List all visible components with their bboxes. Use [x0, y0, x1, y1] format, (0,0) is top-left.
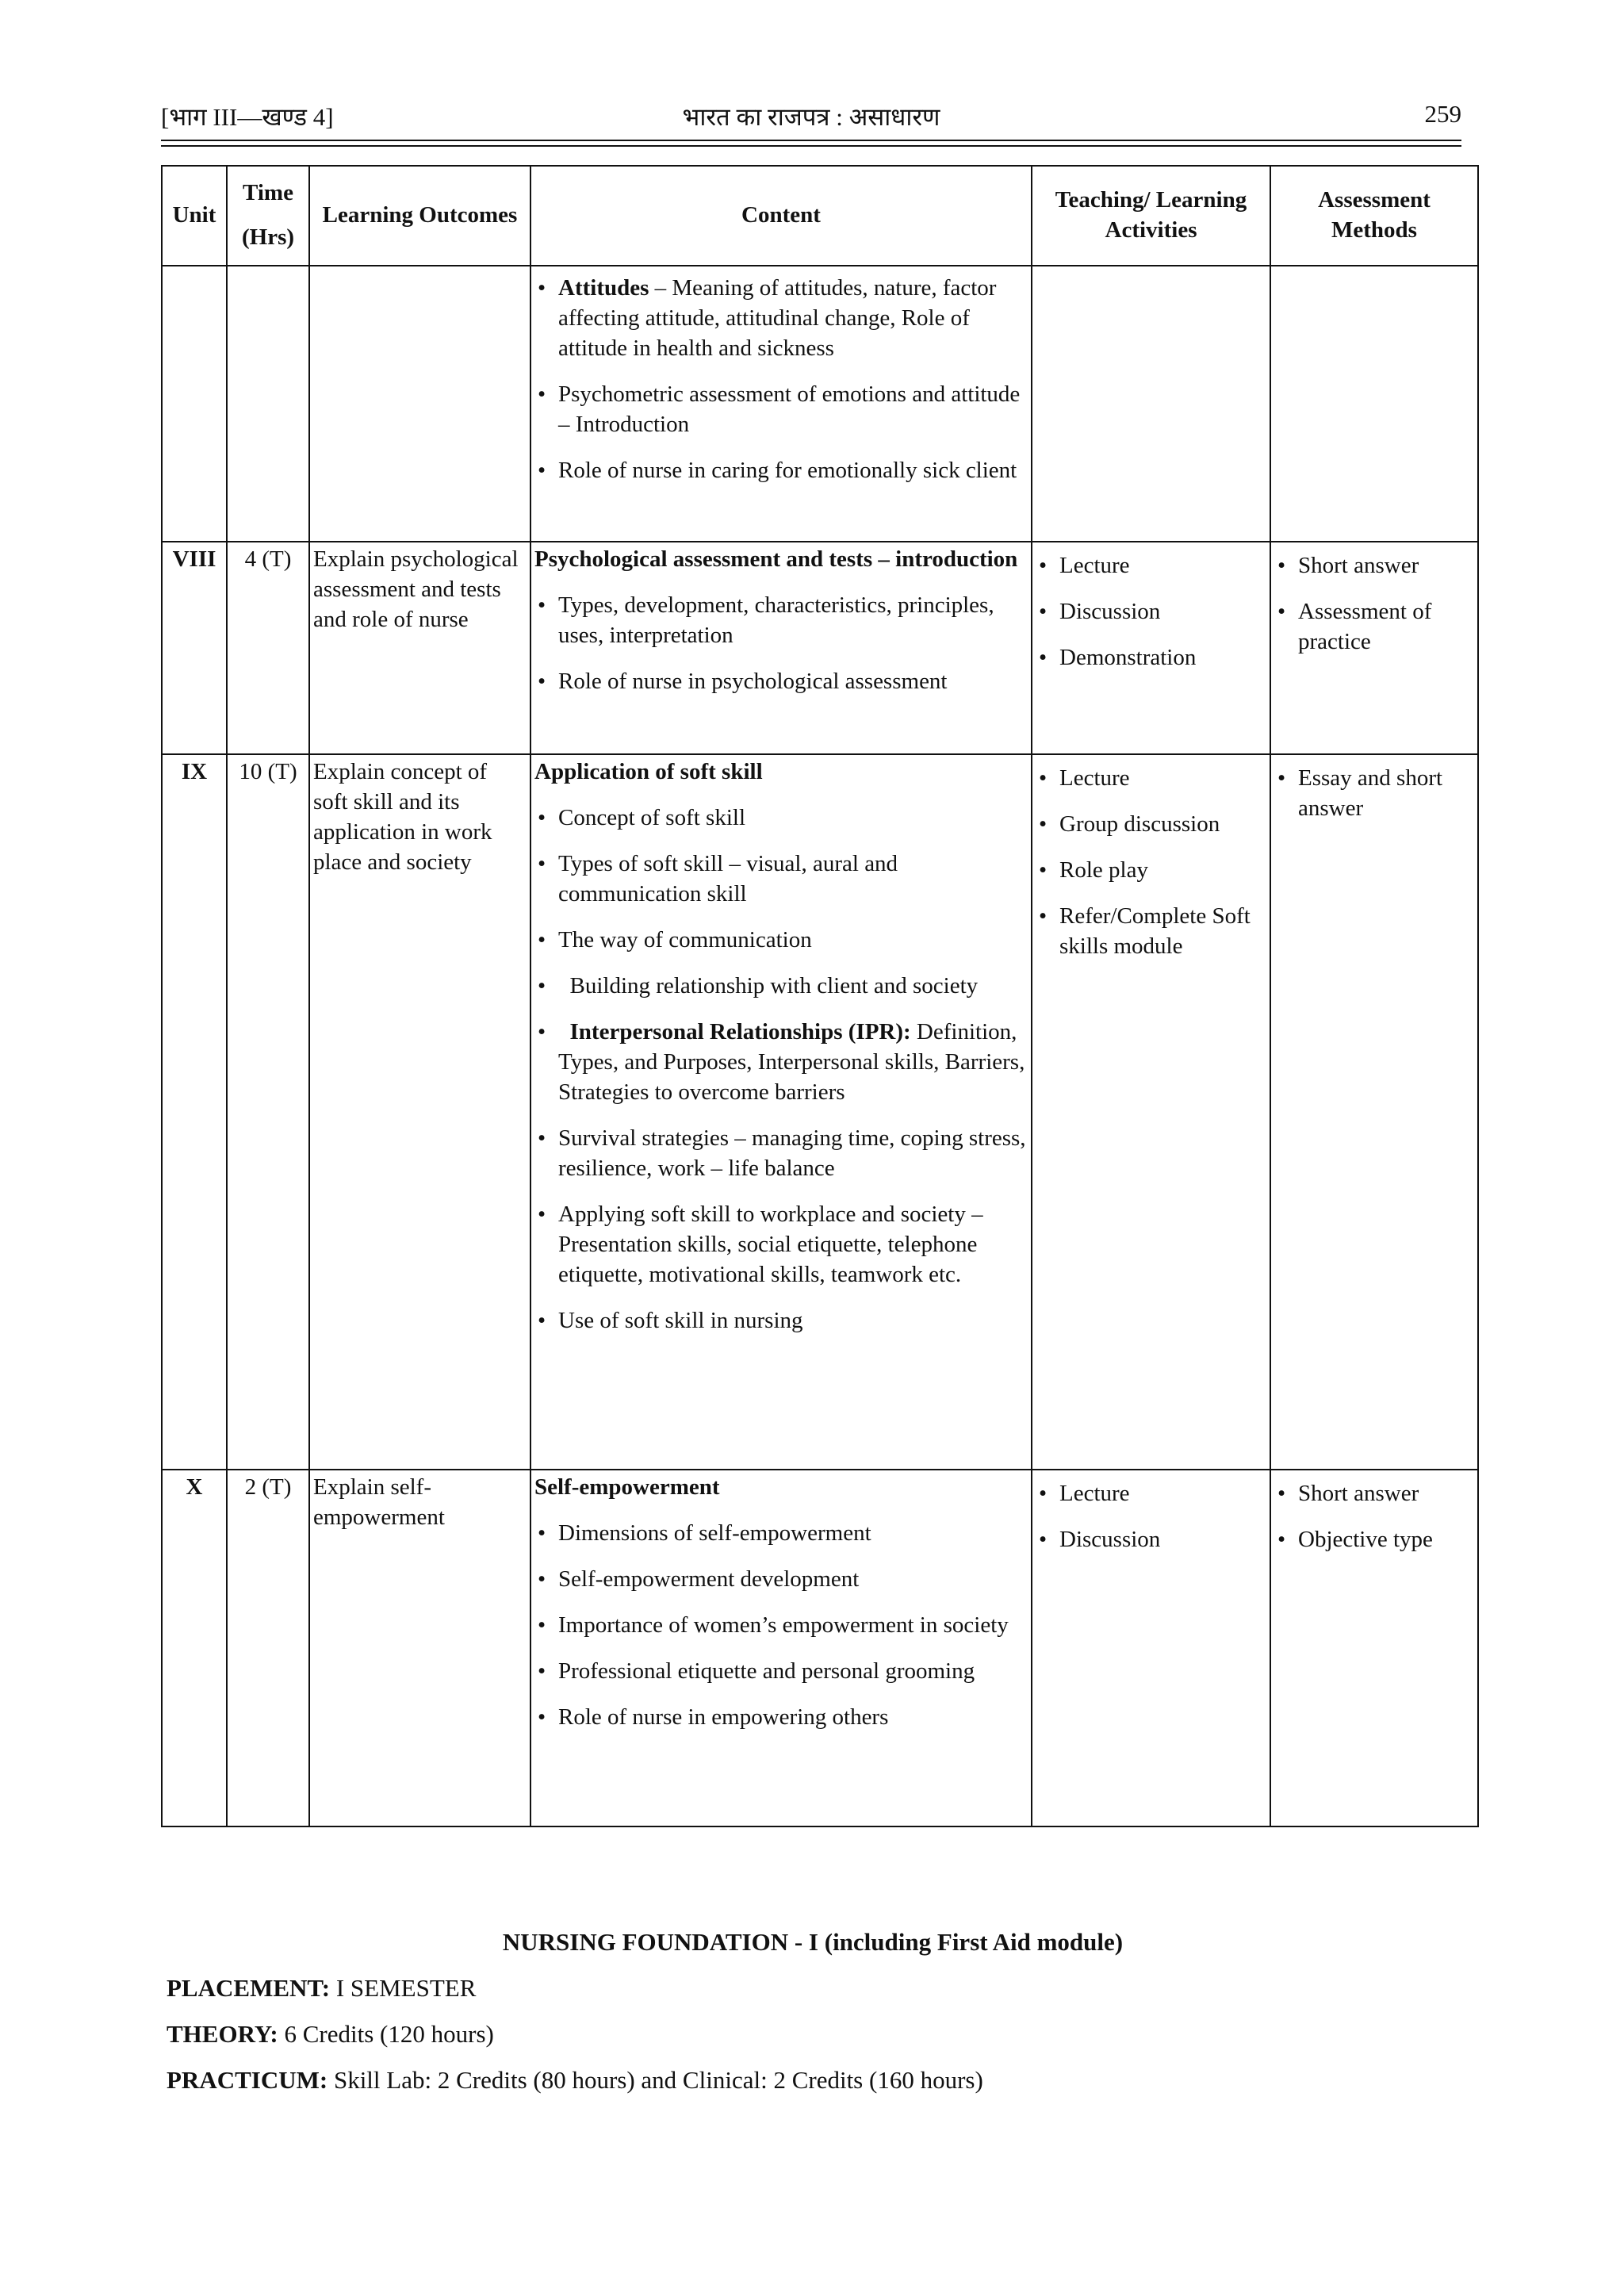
practicum-line — [167, 2057, 1467, 2103]
page-header — [161, 100, 1461, 141]
practicum-value: Skill Lab: 2 Credits (80 hours) and Clinical: 2 Credits (160 hours) — [327, 2066, 983, 2094]
content-bullets — [534, 590, 1028, 696]
cell-activities — [1032, 754, 1270, 1470]
table-header-row — [162, 166, 1478, 266]
section-title: NURSING FOUNDATION - I (including First Aid module) — [502, 1928, 1124, 1956]
cell-outcome: Explain concept of soft skill and its application in work place and society — [309, 754, 530, 1470]
list-item — [534, 1123, 1028, 1183]
cell-outcome: Explain self-empowerment — [309, 1470, 530, 1826]
placement-label: PLACEMENT: — [167, 1974, 331, 2002]
placement-value: I SEMESTER — [330, 1974, 477, 2002]
content-bullets — [534, 1518, 1028, 1732]
list-item — [534, 455, 1028, 485]
content-bullets — [534, 803, 1028, 1336]
list-item: • Essay and short answer — [1274, 763, 1474, 823]
assessment-bullets — [1274, 1478, 1474, 1554]
header-unit: Unit — [162, 166, 227, 266]
cell-assessment — [1270, 266, 1478, 542]
header-rule-bottom — [161, 145, 1461, 147]
practicum-label: PRACTICUM: — [167, 2066, 328, 2094]
activities-bullets — [1036, 1478, 1266, 1554]
cell-time: 2 (T) — [227, 1470, 309, 1826]
list-item: • Self-empowerment development — [534, 1564, 1028, 1594]
header-content: Content — [530, 166, 1032, 266]
list-item — [534, 971, 1028, 1001]
list-item — [534, 849, 1028, 909]
theory-label: THEORY: — [167, 2020, 278, 2048]
bullet-text: Psychometric assessment of emotions and attitude – Introduction — [558, 381, 1021, 437]
bullet-text: Use of soft skill in nursing — [558, 1308, 803, 1333]
cell-content — [530, 266, 1032, 542]
list-item: • Assessment of practice — [1274, 596, 1474, 657]
cell-time: 10 (T) — [227, 754, 309, 1470]
table-row — [162, 754, 1478, 1470]
cell-time: 4 (T) — [227, 542, 309, 754]
cell-unit — [162, 266, 227, 542]
list-item: • Dimensions of self-empowerment — [534, 1518, 1028, 1548]
list-item: • Importance of women’s empowerment in society — [534, 1610, 1028, 1640]
cell-activities — [1032, 542, 1270, 754]
list-item: • Role of nurse in empowering others — [534, 1702, 1028, 1732]
activities-bullets — [1036, 550, 1266, 673]
content-bullets — [534, 273, 1028, 485]
header-teaching-activities: Teaching/ Learning Activities — [1032, 166, 1270, 266]
list-item: • Group discussion — [1036, 809, 1266, 839]
list-item — [534, 1199, 1028, 1290]
list-item — [534, 803, 1028, 833]
table-row — [162, 1470, 1478, 1826]
content-title: Application of soft skill — [534, 759, 763, 784]
header-assessment-methods: Assessment Methods — [1270, 166, 1478, 266]
header-part-label: [भाग III—खण्ड 4] — [161, 103, 334, 131]
cell-unit: X — [162, 1470, 227, 1826]
bullet-text: Definition, Types, and Purposes, Interpersonal skills, Barriers, Strategies to overcome barriers — [558, 1019, 1025, 1105]
header-time — [227, 166, 309, 266]
activities-bullets — [1036, 763, 1266, 961]
cell-outcome: Explain psychological assessment and tests and role of nurse — [309, 542, 530, 754]
bullet-text: – Meaning of attitudes, nature, factor affecting attitude, attitudinal change, Role of attitude in health and sickness — [558, 275, 997, 361]
list-item — [534, 273, 1028, 363]
bullet-text: Concept of soft skill — [558, 805, 746, 830]
bullet-text: Building relationship with client and society — [558, 973, 979, 999]
list-item: • Types, development, characteristics, principles, uses, interpretation — [534, 590, 1028, 650]
header-gazette-title: भारत का राजपत्र : असाधारण — [682, 103, 940, 131]
theory-value: 6 Credits (120 hours) — [278, 2020, 494, 2048]
cell-assessment — [1270, 542, 1478, 754]
cell-activities — [1032, 266, 1270, 542]
header-time-label: Time — [243, 180, 293, 205]
content-title: Psychological assessment and tests – introduction — [534, 546, 1018, 572]
header-learning-outcomes: Learning Outcomes — [309, 166, 530, 266]
list-item: • Lecture — [1036, 1478, 1266, 1508]
list-item — [534, 925, 1028, 955]
bullet-text: The way of communication — [558, 927, 812, 953]
theory-line — [167, 2011, 1467, 2057]
header-time-unit: (Hrs) — [241, 224, 295, 250]
cell-time — [227, 266, 309, 542]
cell-assessment — [1270, 1470, 1478, 1826]
bullet-bold-text: Interpersonal Relationships (IPR): — [558, 1019, 911, 1045]
cell-content — [530, 542, 1032, 754]
list-item — [534, 1017, 1028, 1107]
list-item: • Short answer — [1274, 1478, 1474, 1508]
cell-assessment — [1270, 754, 1478, 1470]
list-item: • Refer/Complete Soft skills module — [1036, 901, 1266, 961]
list-item: • Short answer — [1274, 550, 1474, 581]
list-item — [534, 1305, 1028, 1336]
list-item: • Role of nurse in psychological assessment — [534, 666, 1028, 696]
list-item: • Objective type — [1274, 1524, 1474, 1554]
list-item: • Lecture — [1036, 550, 1266, 581]
page-number: 259 — [1424, 100, 1461, 128]
header-rule-top — [161, 140, 1461, 141]
table-row — [162, 266, 1478, 542]
table-row — [162, 542, 1478, 754]
cell-content — [530, 1470, 1032, 1826]
cell-activities — [1032, 1470, 1270, 1826]
course-section — [167, 1919, 1467, 2103]
list-item: • Role play — [1036, 855, 1266, 885]
assessment-bullets — [1274, 763, 1474, 823]
bullet-text: Applying soft skill to workplace and society – Presentation skills, social etiquette, telephone etiquette, motivational skills, teamwork etc. — [558, 1202, 983, 1287]
bullet-bold-text: Attitudes — [558, 275, 649, 301]
assessment-bullets — [1274, 550, 1474, 657]
cell-outcome — [309, 266, 530, 542]
cell-unit: VIII — [162, 542, 227, 754]
list-item — [534, 379, 1028, 439]
list-item: • Lecture — [1036, 763, 1266, 793]
list-item: • Discussion — [1036, 1524, 1266, 1554]
list-item: • Professional etiquette and personal grooming — [534, 1656, 1028, 1686]
bullet-text: Types of soft skill – visual, aural and communication skill — [558, 851, 898, 907]
content-title: Self-empowerment — [534, 1474, 720, 1500]
bullet-text: Survival strategies – managing time, coping stress, resilience, work – life balance — [558, 1125, 1026, 1181]
placement-line — [167, 1965, 1467, 2011]
bullet-text: Role of nurse in caring for emotionally sick client — [558, 458, 1017, 483]
cell-unit: IX — [162, 754, 227, 1470]
list-item: • Discussion — [1036, 596, 1266, 627]
cell-content — [530, 754, 1032, 1470]
list-item: • Demonstration — [1036, 642, 1266, 673]
syllabus-table — [161, 165, 1479, 1827]
